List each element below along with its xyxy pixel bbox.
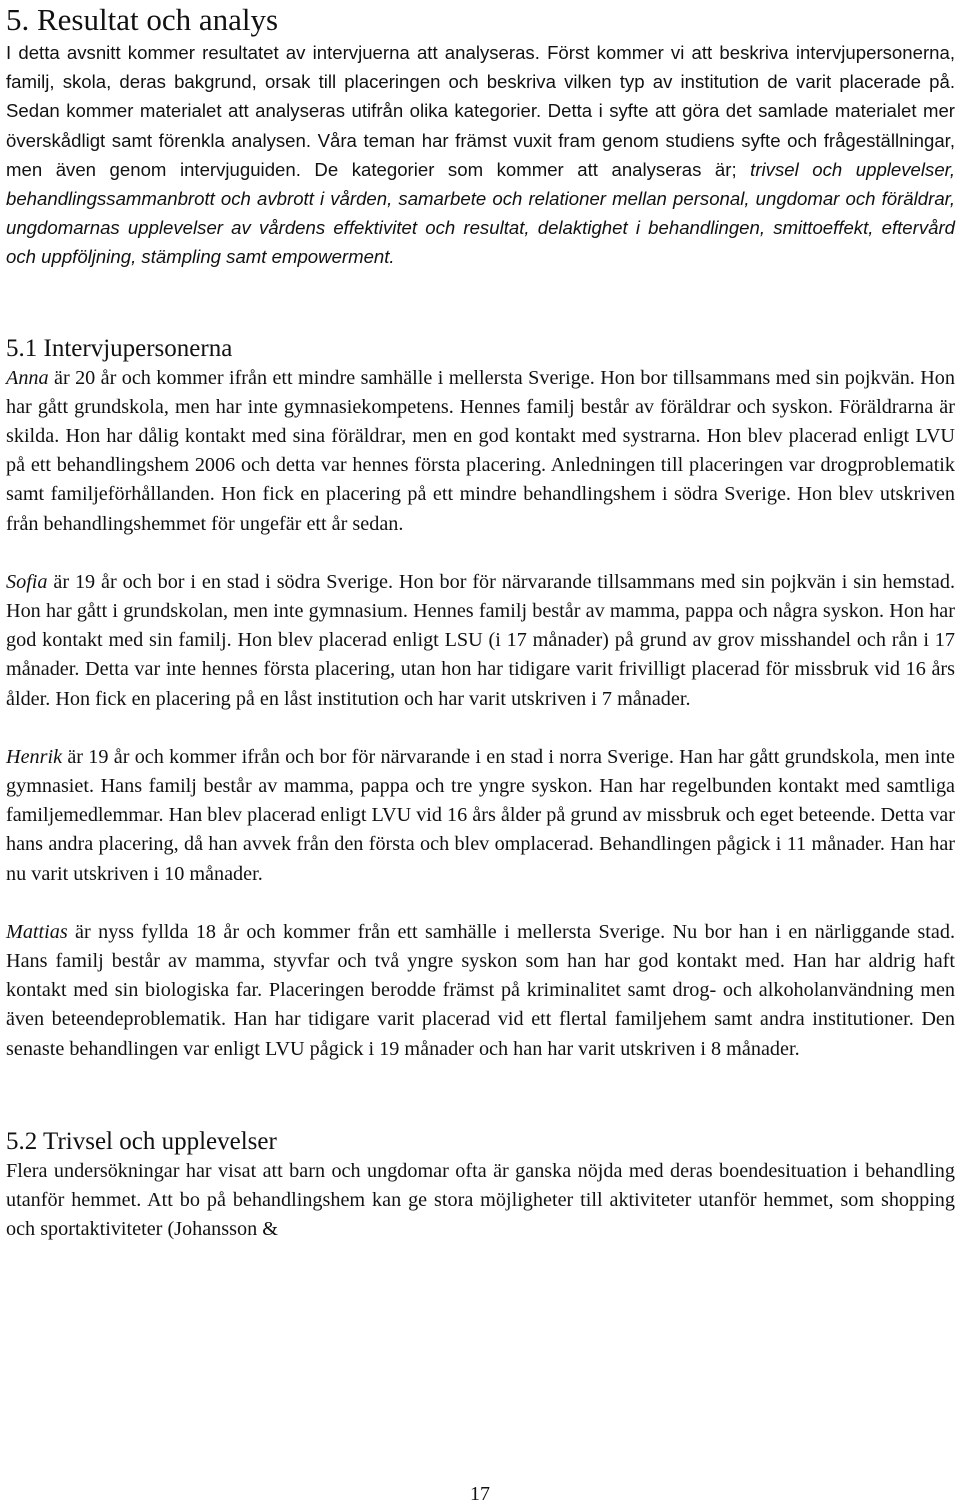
spacer [6,539,955,568]
spacer [6,272,955,334]
person-paragraph-henrik [6,743,955,889]
person-description: är 19 år och bor i en stad i södra Sverige. Hon bor för närvarande tillsammans med sin pojkvän i sin hemstad. Hon har gått i grundskolan, men inte gymnasium. Hennes familj består av mamma, pappa och några syskon. Hon har god kontakt med sin familj. Hon blev placerad enligt LSU (i 17 månader) på grund av grov misshandel och rån i 17 månader. Detta var inte hennes första placering, utan hon har tidigare varit frivilligt placerad för missbruk vid 16 års ålder. Hon fick en placering på en låst institution och har varit utskriven i 7 månader. [6,570,955,710]
person-name: Anna [6,366,49,389]
intro-categories: trivsel och upplevelser, behandlingssammanbrott och avbrott i vården, samarbete och relationer mellan personal, ungdomar och föräldrar, ungdomarnas upplevelser av vårdens effektivitet och resultat, delaktighet i behandlingen, smittoeffekt, eftervård och uppföljning, stämpling samt empowerment. [6,158,956,268]
person-name: Mattias [6,920,68,943]
intro-text: I detta avsnitt kommer resultatet av intervjuerna att analyseras. Först kommer vi att beskriva intervjupersonerna, familj, skola, deras bakgrund, orsak till placeringen och beskriva vilken typ av institution de varit placerade på. Sedan kommer materialet att analyseras utifrån olika kategorier. Detta i syfte att göra det samlade materialet mer överskådligt samt förenkla analysen. Våra teman har främst vuxit fram genom studiens syfte och frågeställningar, men även genom intervjuguiden. De kategorier som kommer att analyseras är; [6,42,955,180]
intro-paragraph [6,38,955,272]
page-number: 17 [470,1483,490,1505]
person-description: är 19 år och kommer ifrån och bor för närvarande i en stad i norra Sverige. Han har gått grundskola, men inte gymnasiet. Hans familj består av mamma, pappa och tre yngre syskon. Han har regelbunden kontakt med samtliga familjemedlemmar. Han blev placerad enligt LVU vid 16 års ålder på grund av missbruk och eget beteende. Detta var hans andra placering, då han avvek från den första och blev omplacerad. Behandlingen pågick i 11 månader. Han har nu varit utskriven i 10 månader. [6,745,955,885]
document-page [6,0,955,1245]
person-paragraph-anna [6,364,955,539]
person-description: är 20 år och kommer ifrån ett mindre samhälle i mellersta Sverige. Hon bor tillsammans med sin pojkvän. Hon har gått grundskola, men har inte gymnasiekompetens. Hennes familj består av föräldrar och syskon. Föräldrarna är skilda. Hon har dålig kontakt med sina föräldrar, men en god kontakt med systrarna. Hon blev placerad enligt LVU på ett behandlingshem 2006 och detta var hennes första placering. Anledningen till placeringen var drogproblematik samt familjeförhållanden. Hon fick en placering på ett mindre behandlingshem i södra Sverige. Hon blev utskriven från behandlingshemmet för ungefär ett år sedan. [6,366,955,535]
trivsel-paragraph: Flera undersökningar har visat att barn och ungdomar ofta är ganska nöjda med deras boendesituation i behandling utanför hemmet. Att bo på behandlingshem kan ge stora möjligheter till aktiviteter utanför hemmet, som shopping och sportaktiviteter (Johansson & [6,1159,955,1241]
person-paragraph-sofia [6,568,955,714]
spacer [6,1064,955,1127]
person-paragraph-mattias [6,918,955,1064]
section-heading: 5. Resultat och analys [6,2,279,37]
spacer [6,889,955,918]
person-description: är nyss fyllda 18 år och kommer från ett samhälle i mellersta Sverige. Nu bor han i en närliggande stad. Hans familj består av mamma, styvfar och två yngre syskon som han har god kontakt med. Han har aldrig haft kontakt med sin biologiska far. Placeringen berodde främst på kriminalitet samt drog- och alkoholanvändning men även beteendeproblematik. Han har tidigare varit placerad vid ett flertal familjehem samt andra institutioner. Den senaste behandlingen var enligt LVU pågick i 19 månader och han har varit utskriven i 8 månader. [6,920,955,1060]
person-name: Henrik [6,745,63,768]
spacer [6,714,955,743]
subsection-heading-intervjupersonerna: 5.1 Intervjupersonerna [6,334,233,362]
subsection-heading-trivsel: 5.2 Trivsel och upplevelser [6,1127,277,1155]
person-name: Sofia [6,570,48,593]
